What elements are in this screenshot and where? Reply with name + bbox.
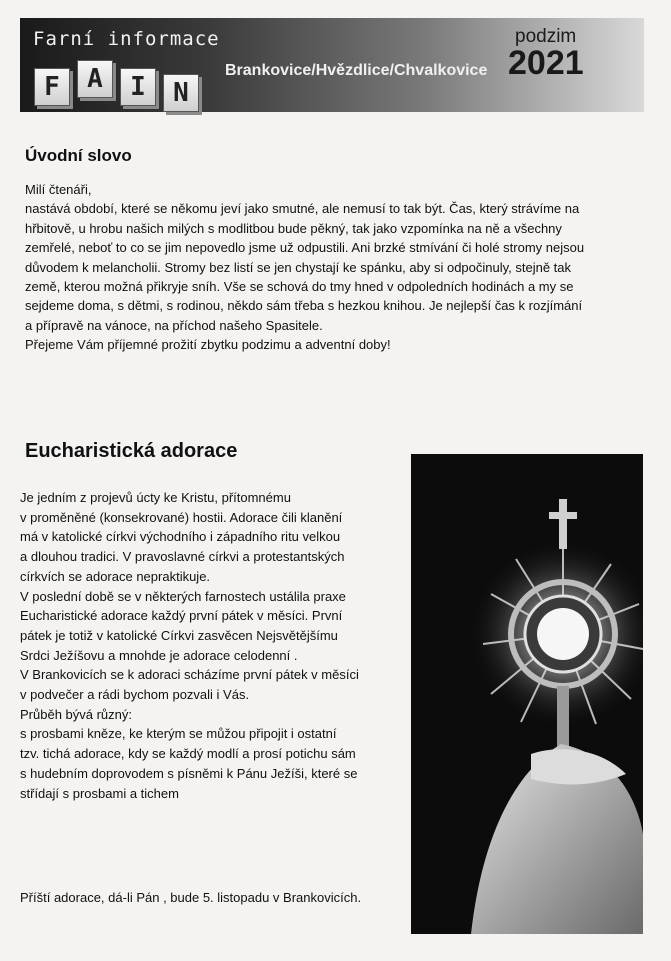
eucharist-line: Eucharistické adorace každý první pátek v měsíci. První: [20, 608, 343, 624]
eucharist-line: střídají s prosbami a tichem: [20, 785, 179, 801]
eucharist-line: v podvečer a rádi bychom pozvali i Vás.: [20, 687, 250, 703]
year-label: 2021: [508, 44, 584, 82]
intro-heading: Úvodní slovo: [25, 146, 132, 165]
logo-letter-n: N: [163, 74, 199, 112]
intro-text: [25, 180, 647, 355]
eucharist-line: s hudebním doprovodem s písněmi k Pánu Ježíši, které se: [20, 765, 358, 781]
next-adoration-note: Příští adorace, dá-li Pán , bude 5. listopadu v Brankovicích.: [20, 890, 362, 905]
logo-letter-f: F: [34, 68, 70, 106]
eucharist-line: tzv. tichá adorace, kdy se každý modlí a prosí potichu sám: [20, 746, 356, 762]
eucharist-heading: Eucharistická adorace: [25, 440, 238, 462]
banner-title: Farní informace: [33, 28, 220, 50]
season-label: podzim: [515, 26, 577, 47]
logo-letter-a: A: [77, 60, 113, 98]
eucharist-line: a dlouhou tradici. V pravoslavné církvi a protestantských: [20, 549, 345, 565]
intro-line: Přejeme Vám příjemné prožití zbytku podzimu a adventní doby!: [25, 337, 391, 353]
monstrance-image: [411, 454, 643, 934]
logo-letter-i: I: [120, 68, 156, 106]
intro-line: země, kterou možná přikryje sníh. Vše se schová do tmy hned v odpoledních hodinách a my se: [25, 279, 574, 295]
intro-line: sejdeme doma, s dětmi, s rodinou, někdo sám třeba s hezkou knihou. Je nejlepší čas k rozjímání: [25, 298, 583, 314]
eucharist-line: pátek je totiž v katolické Církvi zasvěcen Nejsvětějšímu: [20, 627, 338, 643]
intro-line: a přípravě na vánoce, na příchod našeho Spasitele.: [25, 317, 323, 333]
eucharist-line: církvích se adorace nepraktikuje.: [20, 568, 211, 584]
intro-line: důvodem k melancholii. Stromy bez listí se jen chystají ke spánku, aby si odpočinuly, stejně tak: [25, 259, 572, 275]
eucharist-line: v proměněné (konsekrované) hostii. Adorace čili klanění: [20, 509, 343, 525]
eucharist-line: s prosbami kněze, ke kterým se můžou připojit i ostatní: [20, 726, 337, 742]
eucharist-line: Srdci Ježíšovu a mnohde je adorace celodenní .: [20, 647, 298, 663]
intro-line: Milí čtenáři,: [25, 182, 92, 197]
eucharist-line: Průběh bývá různý:: [20, 706, 133, 722]
eucharist-text: [20, 488, 410, 803]
eucharist-line: V Brankovicích se k adoraci scházíme první pátek v měsíci: [20, 667, 359, 683]
eucharist-line: má v katolické církvi východního i západního ritu velkou: [20, 529, 341, 545]
intro-line: zemřelé, neboť to co se jim nepovedlo jsme už odpustili. Ani brzké stmívání či holé stromy nejsou: [25, 240, 585, 256]
intro-line: nastává období, které se někomu jeví jako smutné, ale nemusí to tak být. Čas, který strávíme na: [25, 201, 580, 217]
intro-line: hřbitově, u hrobu našich milých s modlitbou bude pěkný, tak jako vzpomínka na ně a všechny: [25, 220, 562, 236]
eucharist-line: V poslední době se v některých farnostech ustálila praxe: [20, 588, 346, 604]
eucharist-line: Je jedním z projevů úcty ke Kristu, přítomnému: [20, 490, 291, 505]
parish-names: Brankovice/Hvězdlice/Chvalkovice: [225, 62, 488, 79]
monstrance-photo: [411, 454, 643, 934]
